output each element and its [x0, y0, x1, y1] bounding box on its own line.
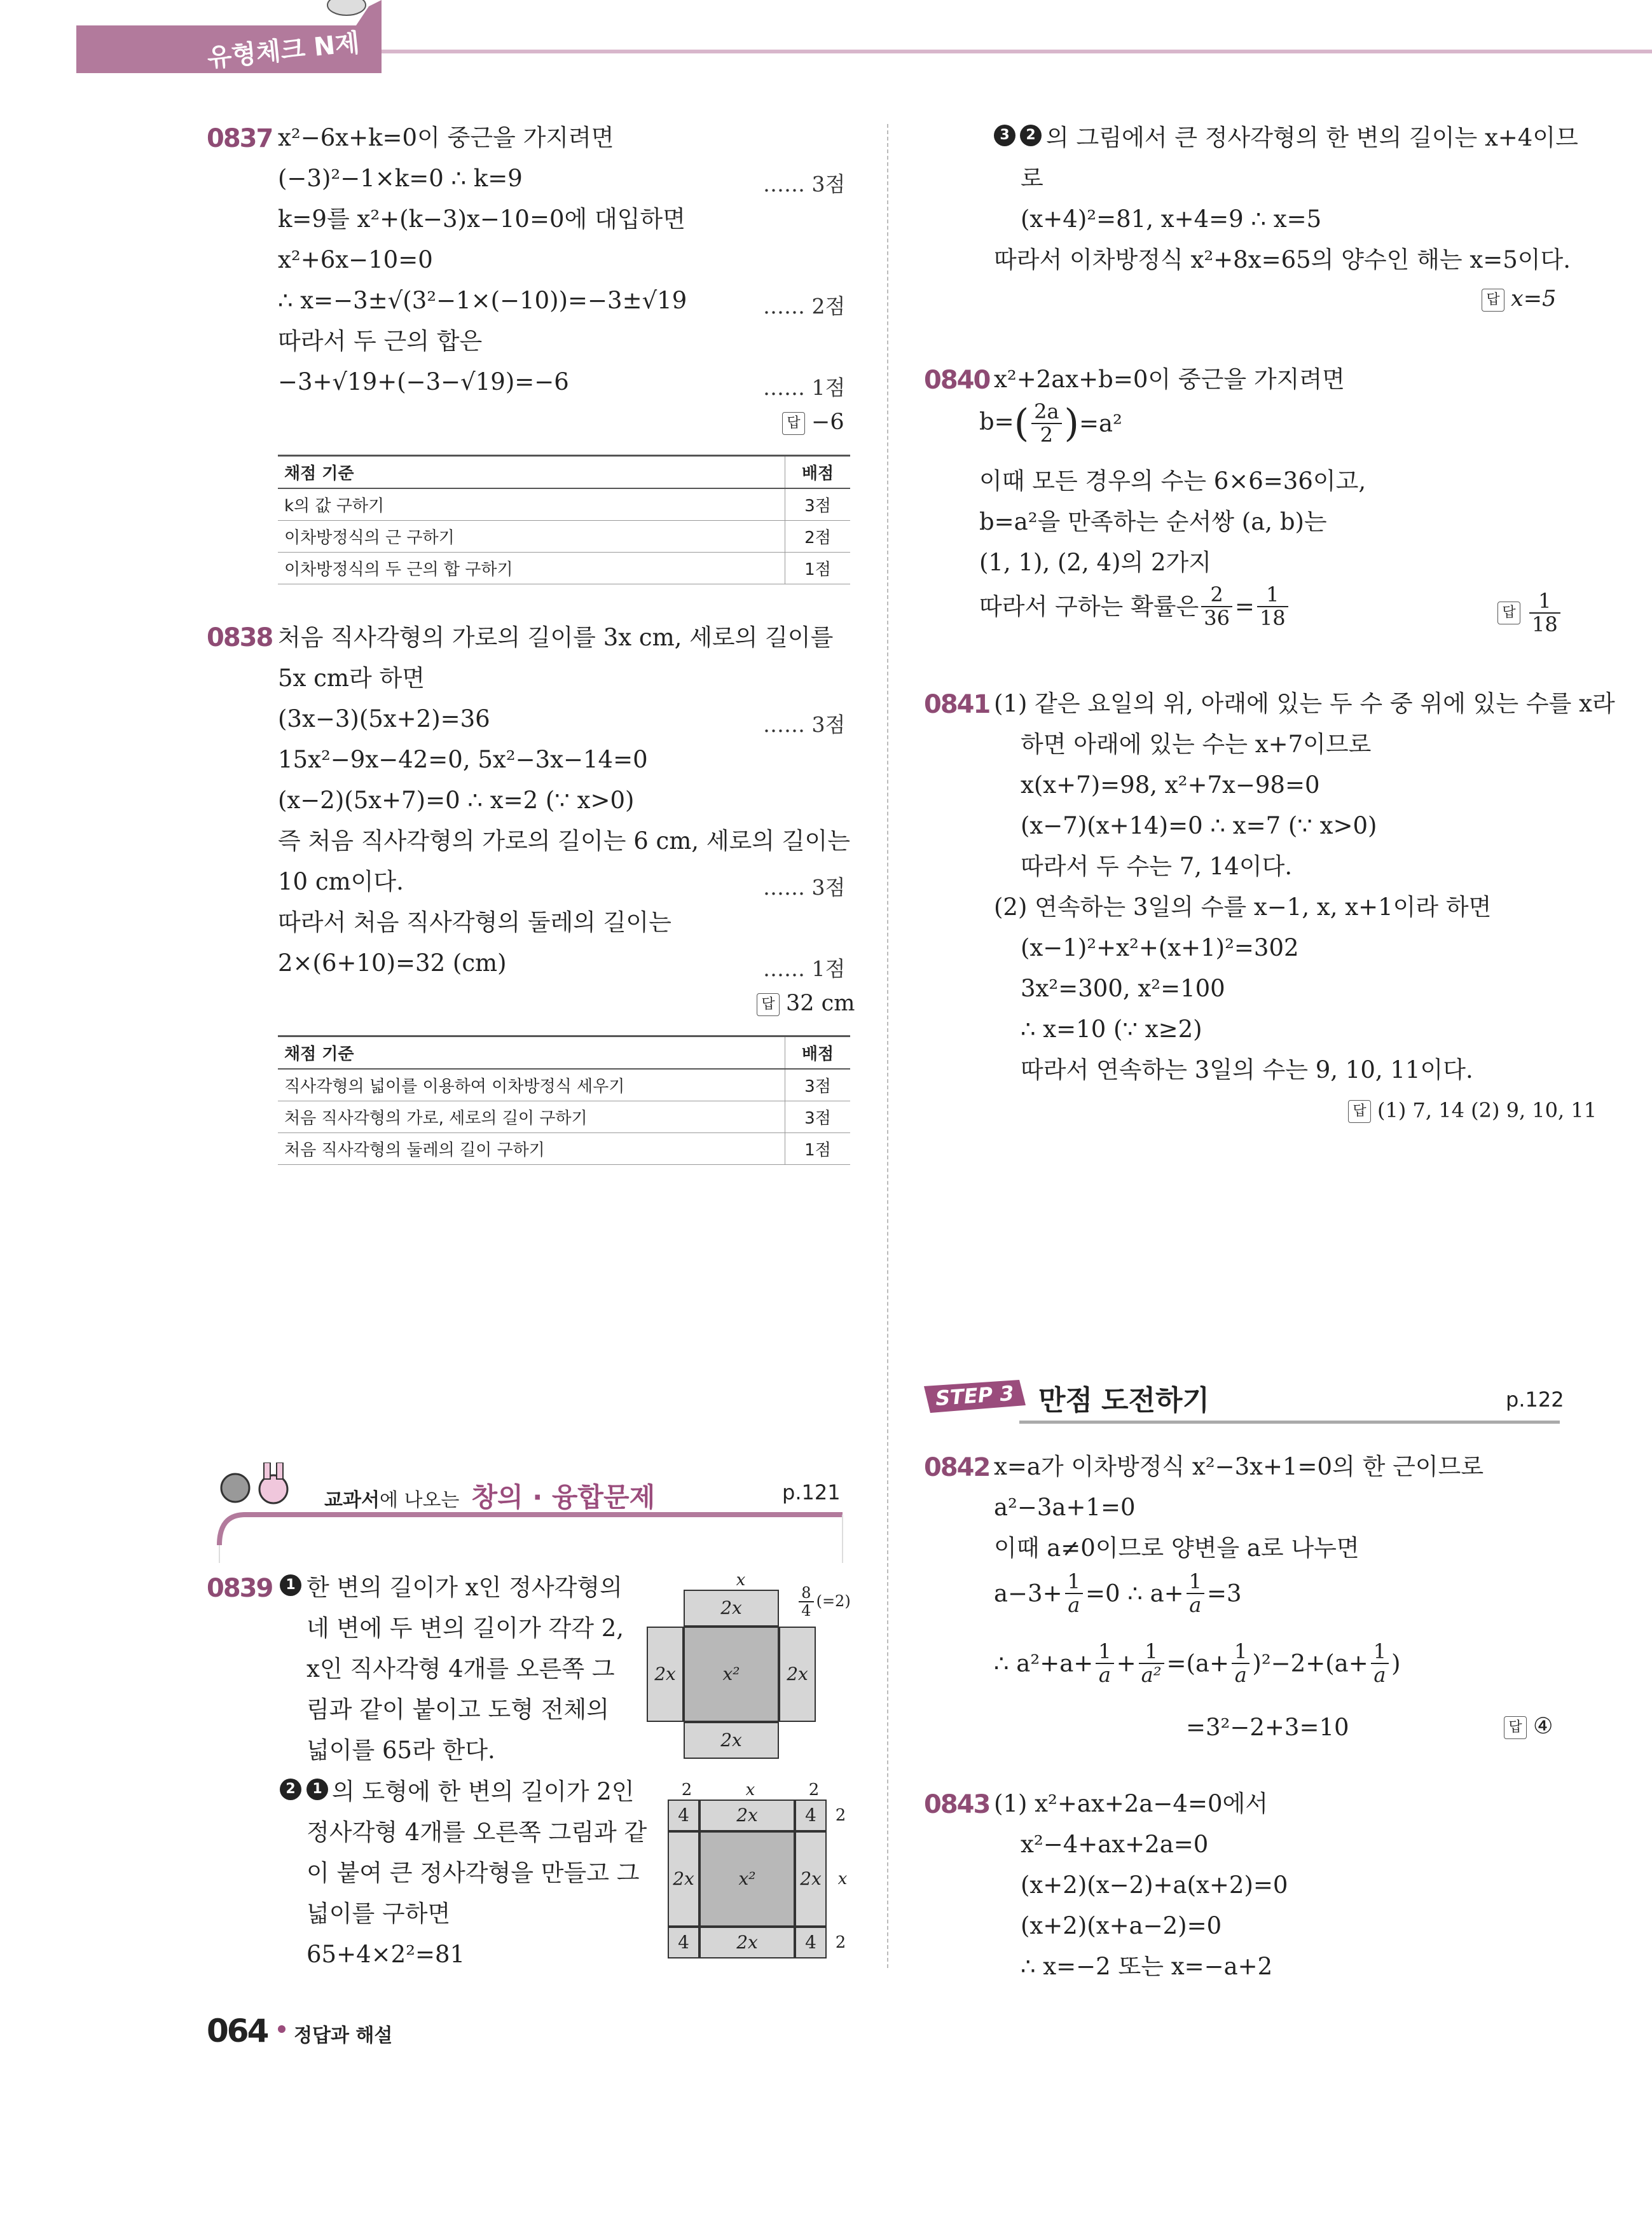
q0837-score-3: …… 1점: [763, 375, 846, 400]
header-tag: 유형체크 N제: [205, 28, 361, 74]
q0838-line-9: 2×(6+10)=32 (cm): [278, 949, 507, 977]
fig1-rect-right: 2x: [779, 1627, 816, 1722]
table-row: [278, 1069, 850, 1101]
q0838-scoring-table: [278, 1035, 850, 1165]
title-main: 창의 · 융합문제: [471, 1482, 656, 1513]
question-number-0840: 0840: [924, 366, 990, 395]
q0839-answer-value: x=5: [1511, 286, 1557, 312]
table-row: [278, 488, 850, 521]
q0842-eq-part: ∴ a²+a+: [994, 1649, 1094, 1677]
section-frame: [213, 1507, 849, 1564]
q0837-answer: [782, 410, 844, 435]
frac-bottom: 18: [1532, 612, 1558, 637]
table-row: [278, 521, 850, 553]
question-number-0842: 0842: [924, 1453, 990, 1482]
fig1-center-square: x²: [684, 1627, 779, 1722]
fig2-corner-bl: 4: [668, 1927, 699, 1958]
q0840-prob-text: 따라서 구하는 확률은: [979, 593, 1199, 621]
frac-bottom: a: [1068, 1593, 1080, 1618]
q0837-answer-value: −6: [811, 410, 844, 435]
table-header-criteria: 채점 기준: [278, 456, 785, 489]
q0837-line-6: 따라서 두 근의 합은: [278, 327, 483, 355]
q0838-score-3: …… 1점: [763, 956, 846, 981]
table-cell: 2점: [785, 521, 851, 553]
table-cell: 1점: [785, 553, 851, 584]
table-cell: 3점: [785, 488, 851, 521]
fig2-rect-left: 2x: [668, 1831, 699, 1927]
q0838-line-7: 10 cm이다.: [278, 868, 404, 895]
q0839-line-9: 넓이를 구하면: [306, 1900, 451, 1927]
fig1-rect-top: 2x: [684, 1590, 779, 1627]
fig2-corner-tl: 4: [668, 1800, 699, 1831]
q0840-line-1: x²+2ax+b=0이 중근을 가지려면: [994, 366, 1345, 393]
q0841-line-6: (2) 연속하는 3일의 수를 x−1, x, x+1이라 하면: [994, 893, 1492, 921]
figure-cross-shape: [642, 1571, 858, 1761]
table-row: [278, 1133, 850, 1165]
step3-header: [924, 1373, 1564, 1424]
table-row: [278, 553, 850, 584]
q0843-line-1: (1) x²+ax+2a−4=0에서: [994, 1790, 1268, 1817]
frac-top: 1: [1232, 1641, 1249, 1664]
fig1-side-note: (=2): [816, 1592, 851, 1610]
q0840-line-4: b=a²을 만족하는 순서쌍 (a, b)는: [979, 508, 1327, 535]
q0840-line-5: (1, 1), (2, 4)의 2가지: [979, 549, 1211, 576]
q0838-line-6: 즉 처음 직사각형의 가로의 길이는 6 cm, 세로의 길이는: [278, 827, 851, 855]
q0840-answer: [1497, 590, 1563, 636]
table-row: [278, 1101, 850, 1133]
creative-section-page: p.121: [782, 1480, 841, 1504]
q0838-line-8: 따라서 처음 직사각형의 둘레의 길이는: [278, 909, 671, 936]
fig2-rect-bottom: 2x: [699, 1927, 795, 1958]
answer-icon: 답: [757, 993, 780, 1016]
table-cell: 1점: [785, 1133, 851, 1165]
frac-bottom: a: [1373, 1663, 1386, 1688]
q0838-line-2: 5x cm라 하면: [278, 664, 425, 692]
q0838-score-2: …… 3점: [763, 875, 846, 900]
mascot-icon: [213, 1463, 296, 1513]
q0841-line-9: ∴ x=10 (∵ x≥2): [1021, 1015, 1202, 1043]
fig2-top-2a: 2: [681, 1780, 692, 1800]
table-cell: 이차방정식의 근 구하기: [278, 521, 785, 553]
table-header-criteria: 채점 기준: [278, 1036, 785, 1070]
q0843-line-2: x²−4+ax+2a=0: [1021, 1831, 1209, 1858]
q0842-line-4: [994, 1571, 1242, 1616]
question-number-0841: 0841: [924, 690, 990, 719]
creative-section-header: [213, 1463, 849, 1564]
q0839-line-3: x인 직사각형 4개를 오른쪽 그: [306, 1655, 615, 1683]
q0839b-line-2: 로: [1021, 165, 1043, 192]
q0841-line-4: (x−7)(x+14)=0 ∴ x=7 (∵ x>0): [1021, 812, 1377, 839]
q0837-line-7: −3+√19+(−3−√19)=−6: [278, 368, 569, 396]
q0842-eq-part: )²−2+(a+: [1252, 1649, 1368, 1677]
frac-bottom: 18: [1259, 606, 1286, 631]
step3-title-1: 만점: [1038, 1384, 1093, 1417]
fig2-corner-br: 4: [795, 1927, 827, 1958]
q0841-line-3: x(x+7)=98, x²+7x−98=0: [1021, 771, 1320, 799]
footer-label: 정답과 해설: [294, 2025, 393, 2047]
q0838-line-4: 15x²−9x−42=0, 5x²−3x−14=0: [278, 746, 648, 773]
table-header-points: 배점: [785, 456, 851, 489]
table-cell: 직사각형의 넓이를 이용하여 이차방정식 세우기: [278, 1069, 785, 1101]
q0838-answer-value: 32 cm: [786, 991, 855, 1016]
fig2-corner-tr: 4: [795, 1800, 827, 1831]
frac-top: 1: [1257, 584, 1288, 607]
fig1-label-top: x: [736, 1571, 746, 1590]
title-prefix: 에 나오는: [379, 1489, 460, 1511]
q0842-eq-part: +: [1116, 1649, 1136, 1677]
frac-top: 8: [799, 1585, 813, 1602]
answer-icon: 답: [1348, 1100, 1371, 1123]
fig1-frac: [785, 1585, 862, 1620]
q0841-line-8: 3x²=300, x²=100: [1021, 975, 1225, 1002]
q0839b-line-4: 따라서 이차방정식 x²+8x=65의 양수인 해는 x=5이다.: [994, 246, 1571, 273]
step3-title: [1038, 1377, 1209, 1418]
frac-top: 1: [1529, 590, 1560, 614]
answer-icon: 답: [782, 412, 805, 435]
answer-icon: 답: [1497, 602, 1520, 624]
q0840-line-2: b=( $\frac{2a}{2}$ )=a²: [979, 399, 1122, 448]
table-header-points: 배점: [785, 1036, 851, 1070]
q0839b-line-1: 의 그림에서 큰 정사각형의 한 변의 길이는 x+4이므: [1046, 124, 1578, 151]
circle-2-ref-icon: 2: [1020, 125, 1042, 146]
q0837-score-1: …… 3점: [763, 172, 846, 196]
q0841-line-1: (1) 같은 요일의 위, 아래에 있는 두 수 중 위에 있는 수를 x라: [994, 690, 1615, 717]
q0838-score-1: …… 3점: [763, 712, 846, 737]
q0837-line-2: (−3)²−1×k=0 ∴ k=9: [278, 165, 523, 192]
frac-bottom: 2: [1040, 423, 1053, 448]
fig2-rect-right: 2x: [795, 1831, 827, 1927]
q0840-line-6: 따라서 구하는 확률은 $\frac{2}{36}$ = $\frac{1}{18}$: [979, 584, 1291, 630]
step3-title-2: 도전하기: [1101, 1384, 1210, 1417]
column-divider: [887, 124, 888, 1968]
q0841-line-5: 따라서 두 수는 7, 14이다.: [1021, 853, 1293, 880]
q0840-b-eq: b=: [979, 408, 1014, 436]
table-cell: 3점: [785, 1101, 851, 1133]
answer-icon: 답: [1482, 289, 1504, 312]
frac-top: 1: [1371, 1641, 1389, 1664]
q0842-line-2: a²−3a+1=0: [994, 1494, 1136, 1521]
fig2-center-square: x²: [699, 1831, 795, 1927]
q0839-line-5: 넓이를 65라 한다.: [306, 1737, 495, 1764]
q0837-score-2: …… 2점: [763, 294, 846, 319]
q0839-line-10: 65+4×2²=81: [306, 1941, 465, 1968]
fig2-side-2b: 2: [835, 1933, 846, 1952]
table-cell: k의 값 구하기: [278, 488, 785, 521]
fig2-top-x: x: [745, 1780, 755, 1800]
answer-icon: 답: [1504, 1716, 1527, 1739]
q0837-line-3: k=9를 x²+(k−3)x−10=0에 대입하면: [278, 205, 685, 233]
q0841-answer-value: (1) 7, 14 (2) 9, 10, 11: [1377, 1098, 1597, 1122]
step3-badge: STEP 3: [934, 1380, 1015, 1411]
q0841-answer: [1348, 1098, 1597, 1123]
frac-top: 1: [1187, 1571, 1204, 1594]
fig2-side-2a: 2: [835, 1806, 846, 1825]
q0838-line-3: (3x−3)(5x+2)=36: [278, 705, 490, 733]
q0841-line-2: 하면 아래에 있는 수는 x+7이므로: [1021, 731, 1372, 758]
q0839-line-7: 정사각형 4개를 오른쪽 그림과 같: [306, 1819, 647, 1846]
q0841-line-7: (x−1)²+x²+(x+1)²=302: [1021, 934, 1299, 961]
frac-top: 1: [1065, 1571, 1083, 1594]
circle-2-icon: 2: [280, 1779, 301, 1800]
q0842-eq-part: ): [1391, 1649, 1401, 1677]
q0839-line-4: 림과 같이 붙이고 도형 전체의: [306, 1696, 609, 1723]
table-cell: 처음 직사각형의 가로, 세로의 길이 구하기: [278, 1101, 785, 1133]
footer-bullet-icon: [278, 2025, 286, 2033]
fig2-rect-top: 2x: [699, 1800, 795, 1831]
q0842-eq-part: =(a+: [1166, 1649, 1230, 1677]
q0837-line-5: ∴ x=−3±√(3²−1×(−10))=−3±√19: [278, 287, 687, 314]
question-number-0843: 0843: [924, 1790, 990, 1819]
frac-bottom: a: [1234, 1663, 1247, 1688]
q0843-line-4: (x+2)(x+a−2)=0: [1021, 1912, 1222, 1939]
q0840-line-3: 이때 모든 경우의 수는 6×6=36이고,: [979, 467, 1366, 495]
q0842-eq-part: =3: [1207, 1580, 1242, 1607]
fig2-side-x: x: [837, 1869, 848, 1889]
q0843-line-5: ∴ x=−2 또는 x=−a+2: [1021, 1953, 1273, 1980]
q0842-eq-part: a−3+: [994, 1580, 1063, 1607]
q0839b-line-3: (x+4)²=81, x+4=9 ∴ x=5: [1021, 205, 1322, 233]
frac-bottom: 36: [1204, 606, 1230, 631]
q0842-eq-part: =0 ∴ a+: [1085, 1580, 1184, 1607]
q0842-line-6: =3²−2+3=10: [1186, 1714, 1349, 1741]
circle-1-ref-icon: 1: [306, 1779, 328, 1800]
q0843-line-3: (x+2)(x−2)+a(x+2)=0: [1021, 1871, 1288, 1899]
q0842-line-5: [994, 1641, 1401, 1686]
q0837-line-1: x²−6x+k=0이 중근을 가지려면: [278, 124, 614, 151]
table-cell: 처음 직사각형의 둘레의 길이 구하기: [278, 1133, 785, 1165]
q0842-answer: [1504, 1714, 1553, 1739]
step3-badge-shape: [924, 1373, 1560, 1424]
frac-bottom: a: [1189, 1593, 1202, 1618]
fig2-top-2b: 2: [808, 1780, 820, 1800]
table-cell: 3점: [785, 1069, 851, 1101]
title-prefix-bold: 교과서: [324, 1489, 380, 1511]
question-number-0838: 0838: [207, 623, 273, 652]
question-number-0837: 0837: [207, 124, 273, 153]
header-bar: [0, 0, 1652, 83]
q0842-answer-value: ④: [1533, 1714, 1553, 1739]
step3-page: p.122: [1506, 1387, 1564, 1412]
q0838-line-1: 처음 직사각형의 가로의 길이를 3x cm, 세로의 길이를: [278, 624, 834, 651]
circle-3-icon: 3: [994, 125, 1015, 146]
frac-bottom: a: [1098, 1663, 1111, 1688]
q0837-scoring-table: [278, 455, 850, 584]
q0842-line-3: 이때 a≠0이므로 양변을 a로 나누면: [994, 1534, 1359, 1562]
frac-top: 2a: [1031, 401, 1061, 424]
q0838-line-5: (x−2)(5x+7)=0 ∴ x=2 (∵ x>0): [278, 787, 635, 814]
frac-bottom: a²: [1141, 1663, 1162, 1688]
q0839-line-1: 한 변의 길이가 x인 정사각형의: [306, 1574, 623, 1601]
q0838-answer: [757, 991, 855, 1016]
frac-top: 1: [1096, 1641, 1113, 1664]
q0839-answer: [1482, 286, 1556, 312]
q0839-line-2: 네 변에 두 변의 길이가 각각 2,: [306, 1614, 624, 1642]
frac-top: 2: [1201, 584, 1232, 607]
q0840-a2: =a²: [1078, 410, 1122, 437]
q0837-line-4: x²+6x−10=0: [278, 246, 433, 273]
frac-bottom: 4: [801, 1602, 811, 1620]
fig1-rect-bottom: 2x: [684, 1722, 779, 1759]
q0841-line-10: 따라서 연속하는 3일의 수는 9, 10, 11이다.: [1021, 1056, 1473, 1084]
table-cell: 이차방정식의 두 근의 합 구하기: [278, 553, 785, 584]
q0839-line-8: 이 붙여 큰 정사각형을 만들고 그: [306, 1859, 640, 1887]
footer-page-number: 064: [207, 2013, 268, 2049]
figure-big-square: [661, 1780, 865, 1971]
frac-top: 1: [1139, 1641, 1164, 1664]
q0839-line-6: 의 도형에 한 변의 길이가 2인: [332, 1778, 635, 1805]
question-number-0839: 0839: [207, 1574, 273, 1603]
fig1-rect-left: 2x: [647, 1627, 684, 1722]
circle-1-icon: 1: [280, 1574, 301, 1596]
q0842-line-1: x=a가 이차방정식 x²−3x+1=0의 한 근이므로: [994, 1453, 1484, 1480]
